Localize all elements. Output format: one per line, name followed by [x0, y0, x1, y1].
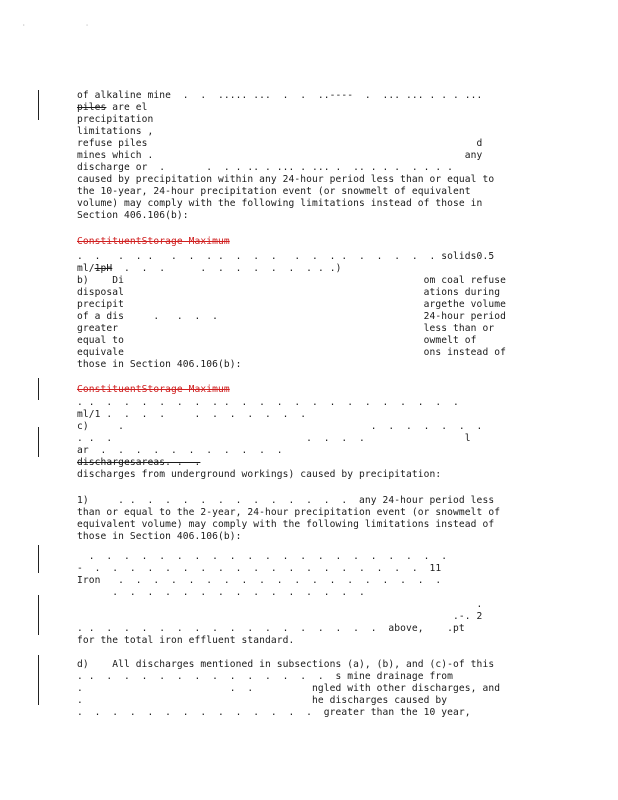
text-line: precipit argethe volume — [77, 299, 506, 310]
text-line: ml/1 . . . . . . . . . . . — [77, 409, 307, 420]
text-line: . . . . . . . . . . . . . . . . . . . . . solids0.5 — [77, 251, 495, 262]
text-line: ar . . . . . . . . . . . — [77, 445, 283, 456]
text-line: . . . . . . . . . . . . . . greater than the 10 year, — [77, 707, 471, 718]
text-line: . . . ngled with other discharges, and — [77, 683, 501, 694]
text-line: dischargesareas. . . — [77, 457, 201, 468]
text-line: .-. 2 — [77, 611, 483, 622]
text-line: . . . . . . . . . . . . . . . . . . . . . . . — [77, 397, 459, 408]
text-line: c) . . . . . . . . — [77, 421, 483, 432]
text-line: . . . . . . . . . . . . . . . — [77, 587, 365, 598]
revision-bar — [38, 655, 39, 705]
revision-bar — [38, 90, 39, 120]
text-line: of alkaline mine . . ..... ... . . ..---- . ... ... . . . ... — [77, 90, 495, 101]
text-line: of a dis . . . . 24-hour period — [77, 311, 506, 322]
table-heading-line: ConstituentStorage Maximum — [77, 236, 230, 247]
text-line: . . . . . . . . . . . . . . . s mine drainage from — [77, 671, 454, 682]
text-line: equivalent volume) may comply with the following limitations instead of — [77, 519, 495, 530]
revision-bar — [38, 378, 39, 400]
text-line: the 10-year, 24-hour precipitation event (or snowmelt of equivalent — [77, 186, 471, 197]
revision-bar — [38, 427, 39, 457]
revision-bar — [38, 545, 39, 573]
text-line: d) All discharges mentioned in subsections (a), (b), and (c)-of this — [77, 659, 495, 670]
text-line: . . . . . . . . . . . . . . . . . . above, .pt — [77, 623, 465, 634]
text-line: . he discharges caused by — [77, 695, 448, 706]
text-line: discharge or . . . . .. . ... . ... . .. . . . . . . . — [77, 162, 465, 173]
text-line: ml/1pH . . . . . . . . . . . .) — [77, 263, 342, 274]
text-line: equivale ons instead of — [77, 347, 506, 358]
text-line: precipitation — [77, 114, 154, 125]
text-line: caused by precipitation within any 24-hour period less than or equal to — [77, 174, 495, 185]
text-line: greater less than or — [77, 323, 495, 334]
text-line: . . . . . . . l — [77, 433, 471, 444]
text-line: Iron . . . . . . . . . . . . . . . . . . . — [77, 575, 442, 586]
text-line: equal to owmelt of — [77, 335, 477, 346]
text-line: volume) may comply with the following limitations instead of those in — [77, 198, 483, 209]
text-line: 1) . . . . . . . . . . . . . . any 24-hour period less — [77, 495, 495, 506]
revision-bar — [38, 595, 39, 635]
text-line: discharges from underground workings) caused by precipitation: — [77, 469, 442, 480]
text-line: disposal ations during — [77, 287, 501, 298]
text-line: those in Section 406.106(b): — [77, 359, 242, 370]
text-line: those in Section 406.106(b): — [77, 531, 242, 542]
text-line: - . . . . . . . . . . . . . . . . . . . 11 — [77, 563, 442, 574]
text-line: limitations , — [77, 126, 154, 137]
text-line: refuse piles d — [77, 138, 483, 149]
text-line: Section 406.106(b): — [77, 210, 189, 221]
text-line: . — [77, 599, 483, 610]
text-line: . . . . . . . . . . . . . . . . . . . . . — [77, 551, 448, 562]
text-line: for the total iron effluent standard. — [77, 635, 295, 646]
text-line: b) Di om coal refuse — [77, 275, 506, 286]
scan-corner-marks: · · — [22, 22, 117, 29]
text-line: mines which . any — [77, 150, 483, 161]
text-line: piles are el — [77, 102, 154, 113]
text-line: than or equal to the 2-year, 24-hour precipitation event (or snowmelt of — [77, 507, 501, 518]
table-heading-line: ConstituentStorage Maximum — [77, 384, 230, 395]
